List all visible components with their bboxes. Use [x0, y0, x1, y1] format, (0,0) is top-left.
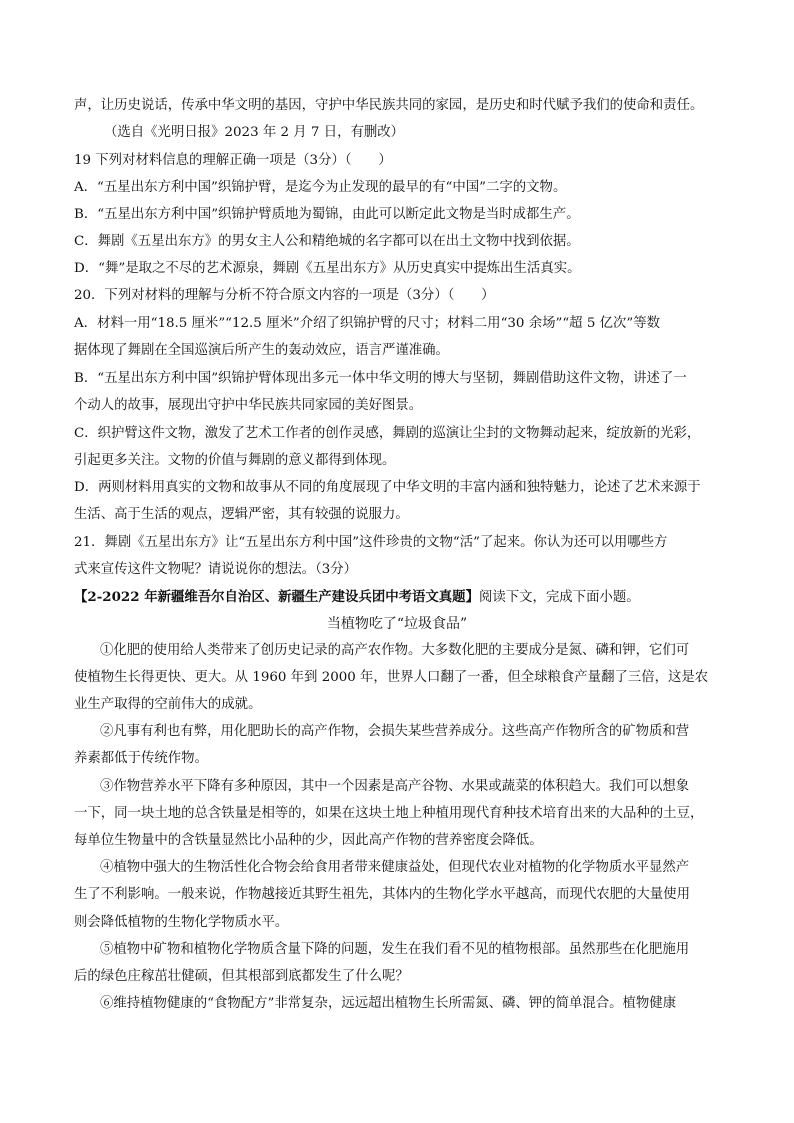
- option-b: B．“五星出东方利中国”织锦护臂质地为蜀锦，由此可以断定此文物是当时成都生产。: [74, 207, 580, 222]
- text-line: 使植物生长得更快、更大。从 1960 年到 2000 年，世界人口翻了一番，但全球粮食产量翻了三倍，这是农: [74, 670, 709, 685]
- text-line: 一下，同一块土地的总含铁量是相等的，如果在这块土地上种植用现代育种技术培育出来的大品种的土豆，: [74, 806, 704, 821]
- paragraph-5: ⑤植物中矿物和植物化学物质含量下降的问题，发生在我们看不见的植物根部。虽然那些在化肥施用: [100, 942, 690, 957]
- option-c: C．织护臂这件文物，激发了艺术工作者的创作灵感，舞剧的巡演让尘封的文物舞动起来，绽放新的光彩，: [74, 426, 701, 441]
- text-line: 则会降低植物的生物化学物质水平。: [74, 915, 289, 930]
- text-line: 养素都低于传统作物。: [74, 751, 208, 766]
- option-a: A．“五星出东方利中国”织锦护臂，是迄今为止发现的最早的有“中国”二字的文物。: [74, 180, 567, 195]
- article-title: 当植物吃了“垃圾食品”: [326, 616, 468, 632]
- paragraph-4: ④植物中强大的生物活性化合物会给食用者带来健康益处，但现代农业对植物的化学物质水平显然产: [100, 860, 690, 875]
- text-line: 后的绿色庄稼茁壮健硕，但其根部到底都发生了什么呢？: [74, 969, 409, 984]
- paragraph-3: ③作物营养水平下降有多种原因，其中一个因素是高产谷物、水果或蔬菜的体积趋大。我们可以想象: [100, 779, 690, 794]
- option-d: D．两则材料用真实的文物和故事从不同的角度展现了中华文明的丰富内涵和独特魅力，论述了艺术来源于: [74, 480, 701, 495]
- option-c: C．舞剧《五星出东方》的男女主人公和精绝城的名字都可以在出土文物中找到依据。: [74, 234, 580, 249]
- source-citation: （选自《光明日报》2023 年 2 月 7 日，有删改）: [104, 125, 405, 140]
- text-line: 据体现了舞剧在全国巡演后所产生的轰动效应，语言严谨准确。: [74, 343, 449, 358]
- text-line: 声，让历史说话，传承中华文明的基因，守护中华民族共同的家园，是历史和时代赋予我们的使命和责任。: [74, 98, 704, 113]
- text-line: 引起更多关注。文物的价值与舞剧的意义都得到体现。: [74, 453, 396, 468]
- option-b: B．“五星出东方利中国”织锦护臂体现出多元一体中华文明的博大与坚韧，舞剧借助这件文物，讲述了一: [74, 371, 687, 386]
- text-line: 生活、高于生活的观点，逻辑严密，其有较强的说服力。: [74, 507, 409, 522]
- text-line: 个动人的故事，展现出守护中华民族共同家园的美好图景。: [74, 398, 423, 413]
- question-19: 19 下列对材料信息的理解正确一项是（3分）（ ）: [74, 153, 392, 168]
- option-d: D．“舞”是取之不尽的艺术源泉，舞剧《五星出东方》从历史真实中提炼出生活真实。: [74, 261, 581, 276]
- text-line: 生了不利影响。一般来说，作物越接近其野生祖先，其体内的生物化学水平越高，而现代农肥的大量使用: [74, 887, 690, 902]
- section-instruction: 阅读下文，完成下面小题。: [478, 590, 640, 605]
- text-line: 式来宣传这件文物呢？请说说你的想法。（3分）: [74, 562, 358, 577]
- text-line: 业生产取得的空前伟大的成就。: [74, 697, 262, 712]
- paragraph-1: ①化肥的使用给人类带来了创历史记录的高产农作物。大多数化肥的主要成分是氮、磷和钾，它们可: [100, 643, 690, 658]
- section-source: 【2-2022 年新疆维吾尔自治区、新疆生产建设兵团中考语文真题】: [74, 589, 479, 605]
- paragraph-6: ⑥维持植物健康的“食物配方”非常复杂，远远超出植物生长所需氮、磷、钾的简单混合。植物健康: [100, 996, 677, 1011]
- paragraph-2: ②凡事有利也有弊，用化肥助长的高产作物，会损失某些营养成分。这些高产作物所含的矿物质和营: [100, 724, 690, 739]
- question-21: 21．舞剧《五星出东方》让“五星出东方利中国”这件珍贵的文物“活”了起来。你认为还可以用哪些方: [74, 535, 668, 550]
- section-header: [74, 587, 734, 608]
- text-line: 每单位生物量中的含铁量显然比小品种的少，因此高产作物的营养密度会降低。: [74, 833, 543, 848]
- question-20: 20．下列对材料的理解与分析不符合原文内容的一项是（3分）（ ）: [74, 288, 495, 303]
- option-a: A．材料一用“18.5 厘米”“12.5 厘米”介绍了织锦护臂的尺寸；材料二用“30 余场”“超 5 亿次”等数: [74, 316, 661, 331]
